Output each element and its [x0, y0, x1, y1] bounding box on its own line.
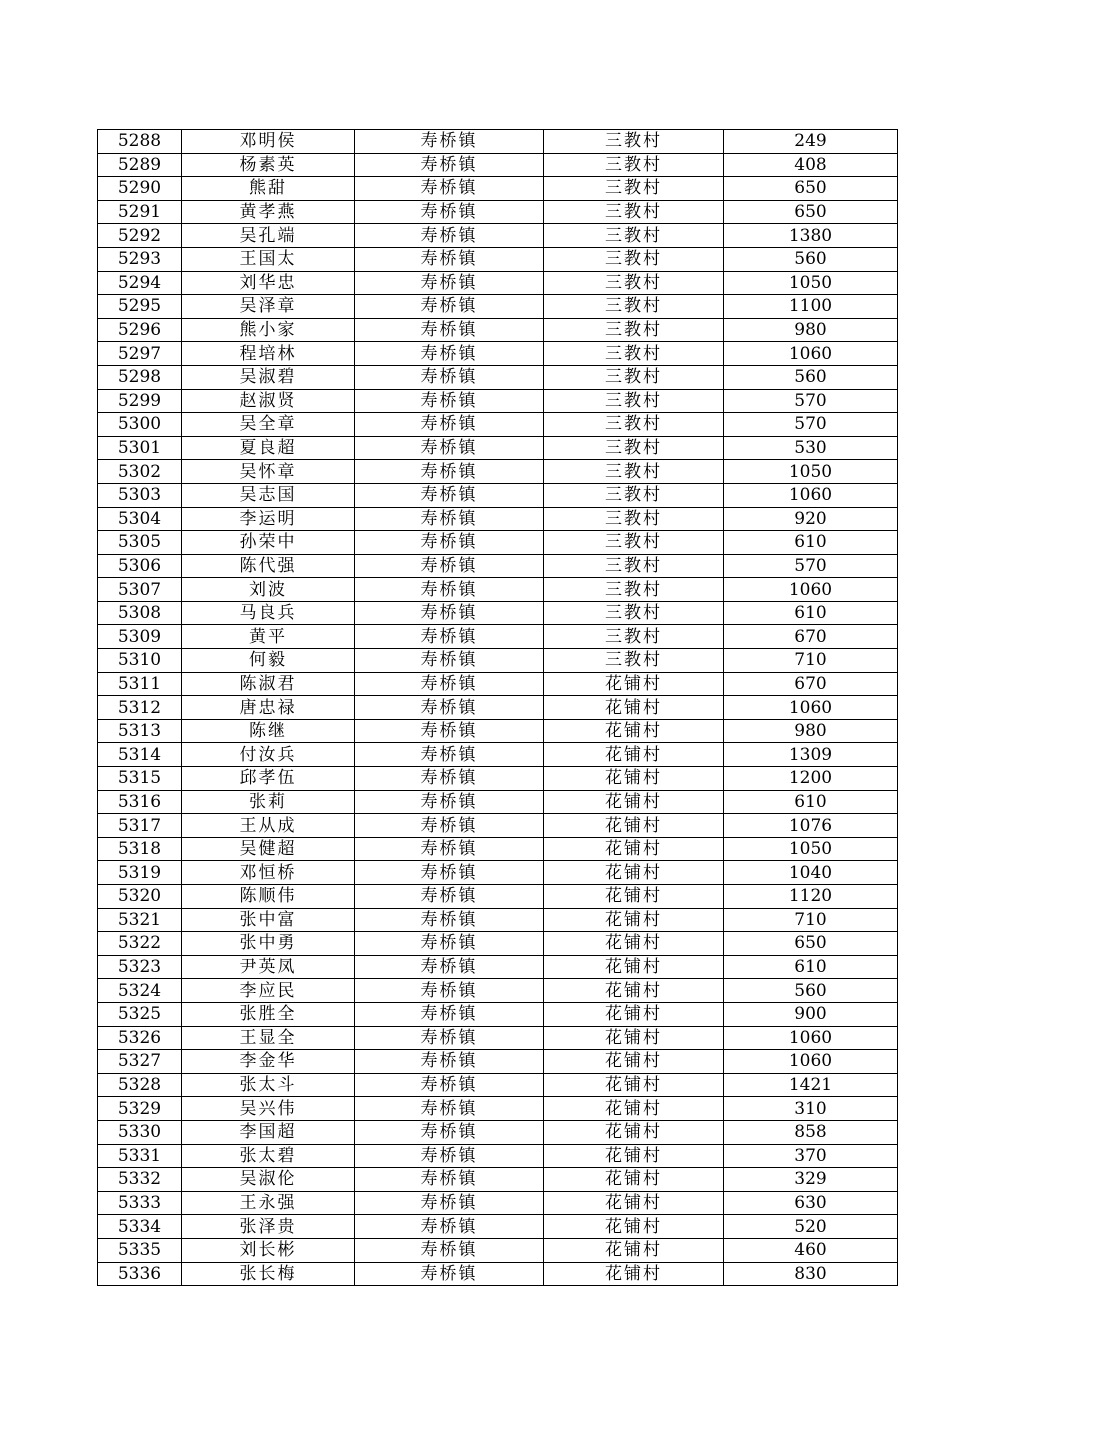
name-cell: 陈继 [182, 719, 355, 743]
table-row [98, 413, 898, 437]
village-cell: 花铺村 [544, 932, 724, 956]
table-row [98, 625, 898, 649]
amount-cell: 1309 [724, 743, 898, 767]
town-cell: 寿桥镇 [355, 413, 544, 437]
name-cell: 孙荣中 [182, 531, 355, 555]
amount-cell: 630 [724, 1191, 898, 1215]
row-number-cell: 5295 [98, 295, 182, 319]
amount-cell: 858 [724, 1120, 898, 1144]
village-cell: 三教村 [544, 649, 724, 673]
row-number-cell: 5299 [98, 389, 182, 413]
table-row [98, 1050, 898, 1074]
row-number-cell: 5311 [98, 672, 182, 696]
village-cell: 三教村 [544, 295, 724, 319]
amount-cell: 980 [724, 318, 898, 342]
name-cell: 刘华忠 [182, 271, 355, 295]
name-cell: 吴全章 [182, 413, 355, 437]
name-cell: 吴志国 [182, 483, 355, 507]
row-number-cell: 5308 [98, 601, 182, 625]
table-row [98, 1191, 898, 1215]
name-cell: 王从成 [182, 814, 355, 838]
village-cell: 三教村 [544, 413, 724, 437]
amount-cell: 710 [724, 649, 898, 673]
table-row [98, 672, 898, 696]
name-cell: 尹英凤 [182, 955, 355, 979]
row-number-cell: 5319 [98, 861, 182, 885]
village-cell: 三教村 [544, 436, 724, 460]
town-cell: 寿桥镇 [355, 1026, 544, 1050]
name-cell: 吴孔端 [182, 224, 355, 248]
name-cell: 张太斗 [182, 1073, 355, 1097]
table-row [98, 601, 898, 625]
row-number-cell: 5326 [98, 1026, 182, 1050]
village-cell: 花铺村 [544, 1097, 724, 1121]
table-row [98, 483, 898, 507]
village-cell: 三教村 [544, 318, 724, 342]
roster-table [97, 129, 898, 1286]
amount-cell: 1120 [724, 885, 898, 909]
row-number-cell: 5330 [98, 1120, 182, 1144]
village-cell: 花铺村 [544, 1050, 724, 1074]
village-cell: 三教村 [544, 153, 724, 177]
table-row [98, 743, 898, 767]
amount-cell: 1060 [724, 342, 898, 366]
village-cell: 三教村 [544, 460, 724, 484]
table-row [98, 767, 898, 791]
name-cell: 黄孝燕 [182, 200, 355, 224]
table-row [98, 342, 898, 366]
village-cell: 花铺村 [544, 672, 724, 696]
town-cell: 寿桥镇 [355, 295, 544, 319]
amount-cell: 610 [724, 601, 898, 625]
village-cell: 三教村 [544, 554, 724, 578]
village-cell: 花铺村 [544, 696, 724, 720]
town-cell: 寿桥镇 [355, 436, 544, 460]
roster-table-body [98, 130, 898, 1286]
amount-cell: 1421 [724, 1073, 898, 1097]
town-cell: 寿桥镇 [355, 1191, 544, 1215]
name-cell: 王国太 [182, 247, 355, 271]
table-row [98, 389, 898, 413]
amount-cell: 570 [724, 389, 898, 413]
name-cell: 吴淑伦 [182, 1168, 355, 1192]
amount-cell: 1200 [724, 767, 898, 791]
village-cell: 花铺村 [544, 1144, 724, 1168]
name-cell: 何毅 [182, 649, 355, 673]
name-cell: 陈淑君 [182, 672, 355, 696]
amount-cell: 1060 [724, 696, 898, 720]
village-cell: 三教村 [544, 578, 724, 602]
table-row [98, 955, 898, 979]
row-number-cell: 5312 [98, 696, 182, 720]
row-number-cell: 5289 [98, 153, 182, 177]
village-cell: 花铺村 [544, 955, 724, 979]
town-cell: 寿桥镇 [355, 790, 544, 814]
table-row [98, 1026, 898, 1050]
row-number-cell: 5296 [98, 318, 182, 342]
town-cell: 寿桥镇 [355, 507, 544, 531]
name-cell: 张中富 [182, 908, 355, 932]
row-number-cell: 5307 [98, 578, 182, 602]
name-cell: 邓恒桥 [182, 861, 355, 885]
name-cell: 张太碧 [182, 1144, 355, 1168]
name-cell: 张长梅 [182, 1262, 355, 1286]
name-cell: 陈代强 [182, 554, 355, 578]
table-row [98, 295, 898, 319]
town-cell: 寿桥镇 [355, 955, 544, 979]
village-cell: 花铺村 [544, 1026, 724, 1050]
town-cell: 寿桥镇 [355, 861, 544, 885]
amount-cell: 650 [724, 200, 898, 224]
table-row [98, 460, 898, 484]
table-row [98, 1215, 898, 1239]
amount-cell: 560 [724, 979, 898, 1003]
village-cell: 三教村 [544, 365, 724, 389]
town-cell: 寿桥镇 [355, 1097, 544, 1121]
amount-cell: 920 [724, 507, 898, 531]
amount-cell: 830 [724, 1262, 898, 1286]
amount-cell: 1076 [724, 814, 898, 838]
row-number-cell: 5335 [98, 1238, 182, 1262]
amount-cell: 520 [724, 1215, 898, 1239]
name-cell: 程培林 [182, 342, 355, 366]
row-number-cell: 5327 [98, 1050, 182, 1074]
village-cell: 花铺村 [544, 908, 724, 932]
table-row [98, 1120, 898, 1144]
village-cell: 三教村 [544, 224, 724, 248]
town-cell: 寿桥镇 [355, 271, 544, 295]
table-row [98, 578, 898, 602]
town-cell: 寿桥镇 [355, 908, 544, 932]
name-cell: 夏良超 [182, 436, 355, 460]
town-cell: 寿桥镇 [355, 318, 544, 342]
row-number-cell: 5309 [98, 625, 182, 649]
village-cell: 花铺村 [544, 1215, 724, 1239]
village-cell: 三教村 [544, 483, 724, 507]
row-number-cell: 5332 [98, 1168, 182, 1192]
name-cell: 唐忠禄 [182, 696, 355, 720]
village-cell: 花铺村 [544, 1073, 724, 1097]
village-cell: 三教村 [544, 625, 724, 649]
amount-cell: 650 [724, 177, 898, 201]
amount-cell: 670 [724, 672, 898, 696]
row-number-cell: 5333 [98, 1191, 182, 1215]
village-cell: 三教村 [544, 130, 724, 154]
row-number-cell: 5315 [98, 767, 182, 791]
town-cell: 寿桥镇 [355, 1050, 544, 1074]
table-row [98, 1144, 898, 1168]
village-cell: 花铺村 [544, 885, 724, 909]
amount-cell: 610 [724, 955, 898, 979]
town-cell: 寿桥镇 [355, 837, 544, 861]
table-row [98, 177, 898, 201]
name-cell: 吴健超 [182, 837, 355, 861]
name-cell: 刘波 [182, 578, 355, 602]
row-number-cell: 5294 [98, 271, 182, 295]
amount-cell: 408 [724, 153, 898, 177]
row-number-cell: 5318 [98, 837, 182, 861]
village-cell: 三教村 [544, 200, 724, 224]
town-cell: 寿桥镇 [355, 365, 544, 389]
amount-cell: 1060 [724, 1026, 898, 1050]
town-cell: 寿桥镇 [355, 1262, 544, 1286]
row-number-cell: 5300 [98, 413, 182, 437]
row-number-cell: 5331 [98, 1144, 182, 1168]
amount-cell: 1060 [724, 1050, 898, 1074]
name-cell: 李运明 [182, 507, 355, 531]
table-row [98, 649, 898, 673]
amount-cell: 560 [724, 247, 898, 271]
village-cell: 花铺村 [544, 1262, 724, 1286]
amount-cell: 1040 [724, 861, 898, 885]
name-cell: 吴泽章 [182, 295, 355, 319]
name-cell: 李金华 [182, 1050, 355, 1074]
village-cell: 花铺村 [544, 979, 724, 1003]
village-cell: 三教村 [544, 177, 724, 201]
amount-cell: 570 [724, 554, 898, 578]
village-cell: 花铺村 [544, 767, 724, 791]
amount-cell: 1100 [724, 295, 898, 319]
row-number-cell: 5310 [98, 649, 182, 673]
row-number-cell: 5329 [98, 1097, 182, 1121]
name-cell: 付汝兵 [182, 743, 355, 767]
table-row [98, 318, 898, 342]
row-number-cell: 5317 [98, 814, 182, 838]
village-cell: 三教村 [544, 342, 724, 366]
row-number-cell: 5290 [98, 177, 182, 201]
amount-cell: 900 [724, 1002, 898, 1026]
amount-cell: 980 [724, 719, 898, 743]
amount-cell: 310 [724, 1097, 898, 1121]
village-cell: 花铺村 [544, 1238, 724, 1262]
amount-cell: 1050 [724, 837, 898, 861]
name-cell: 赵淑贤 [182, 389, 355, 413]
name-cell: 王永强 [182, 1191, 355, 1215]
table-row [98, 1002, 898, 1026]
town-cell: 寿桥镇 [355, 979, 544, 1003]
town-cell: 寿桥镇 [355, 743, 544, 767]
table-row [98, 365, 898, 389]
town-cell: 寿桥镇 [355, 1120, 544, 1144]
amount-cell: 460 [724, 1238, 898, 1262]
town-cell: 寿桥镇 [355, 1002, 544, 1026]
table-row [98, 1168, 898, 1192]
town-cell: 寿桥镇 [355, 649, 544, 673]
amount-cell: 710 [724, 908, 898, 932]
row-number-cell: 5292 [98, 224, 182, 248]
name-cell: 邱孝伍 [182, 767, 355, 791]
row-number-cell: 5324 [98, 979, 182, 1003]
village-cell: 三教村 [544, 601, 724, 625]
table-row [98, 696, 898, 720]
amount-cell: 570 [724, 413, 898, 437]
village-cell: 花铺村 [544, 719, 724, 743]
name-cell: 吴淑碧 [182, 365, 355, 389]
row-number-cell: 5313 [98, 719, 182, 743]
table-row [98, 1097, 898, 1121]
amount-cell: 1060 [724, 483, 898, 507]
amount-cell: 1050 [724, 271, 898, 295]
name-cell: 张中勇 [182, 932, 355, 956]
row-number-cell: 5323 [98, 955, 182, 979]
table-row [98, 1073, 898, 1097]
row-number-cell: 5297 [98, 342, 182, 366]
amount-cell: 650 [724, 932, 898, 956]
town-cell: 寿桥镇 [355, 932, 544, 956]
village-cell: 花铺村 [544, 1002, 724, 1026]
town-cell: 寿桥镇 [355, 601, 544, 625]
town-cell: 寿桥镇 [355, 200, 544, 224]
amount-cell: 610 [724, 790, 898, 814]
row-number-cell: 5293 [98, 247, 182, 271]
name-cell: 马良兵 [182, 601, 355, 625]
row-number-cell: 5291 [98, 200, 182, 224]
village-cell: 三教村 [544, 271, 724, 295]
row-number-cell: 5302 [98, 460, 182, 484]
village-cell: 花铺村 [544, 861, 724, 885]
town-cell: 寿桥镇 [355, 578, 544, 602]
town-cell: 寿桥镇 [355, 389, 544, 413]
village-cell: 三教村 [544, 531, 724, 555]
table-row [98, 436, 898, 460]
table-row [98, 885, 898, 909]
town-cell: 寿桥镇 [355, 460, 544, 484]
name-cell: 李国超 [182, 1120, 355, 1144]
row-number-cell: 5320 [98, 885, 182, 909]
row-number-cell: 5305 [98, 531, 182, 555]
row-number-cell: 5288 [98, 130, 182, 154]
table-row [98, 932, 898, 956]
name-cell: 吴兴伟 [182, 1097, 355, 1121]
town-cell: 寿桥镇 [355, 153, 544, 177]
amount-cell: 329 [724, 1168, 898, 1192]
town-cell: 寿桥镇 [355, 224, 544, 248]
amount-cell: 610 [724, 531, 898, 555]
town-cell: 寿桥镇 [355, 177, 544, 201]
amount-cell: 1060 [724, 578, 898, 602]
village-cell: 花铺村 [544, 814, 724, 838]
name-cell: 李应民 [182, 979, 355, 1003]
village-cell: 花铺村 [544, 837, 724, 861]
name-cell: 张泽贵 [182, 1215, 355, 1239]
name-cell: 熊甜 [182, 177, 355, 201]
town-cell: 寿桥镇 [355, 1215, 544, 1239]
town-cell: 寿桥镇 [355, 483, 544, 507]
row-number-cell: 5322 [98, 932, 182, 956]
name-cell: 王显全 [182, 1026, 355, 1050]
row-number-cell: 5316 [98, 790, 182, 814]
row-number-cell: 5334 [98, 1215, 182, 1239]
town-cell: 寿桥镇 [355, 625, 544, 649]
town-cell: 寿桥镇 [355, 531, 544, 555]
town-cell: 寿桥镇 [355, 696, 544, 720]
table-row [98, 861, 898, 885]
amount-cell: 1380 [724, 224, 898, 248]
table-row [98, 271, 898, 295]
table-row [98, 790, 898, 814]
table-row [98, 837, 898, 861]
row-number-cell: 5298 [98, 365, 182, 389]
amount-cell: 530 [724, 436, 898, 460]
village-cell: 花铺村 [544, 790, 724, 814]
row-number-cell: 5304 [98, 507, 182, 531]
table-row [98, 247, 898, 271]
amount-cell: 670 [724, 625, 898, 649]
town-cell: 寿桥镇 [355, 342, 544, 366]
table-row [98, 1262, 898, 1286]
name-cell: 杨素英 [182, 153, 355, 177]
table-row [98, 507, 898, 531]
village-cell: 花铺村 [544, 743, 724, 767]
village-cell: 三教村 [544, 247, 724, 271]
name-cell: 邓明侯 [182, 130, 355, 154]
village-cell: 三教村 [544, 507, 724, 531]
name-cell: 刘长彬 [182, 1238, 355, 1262]
town-cell: 寿桥镇 [355, 719, 544, 743]
name-cell: 黄平 [182, 625, 355, 649]
row-number-cell: 5336 [98, 1262, 182, 1286]
town-cell: 寿桥镇 [355, 672, 544, 696]
amount-cell: 370 [724, 1144, 898, 1168]
village-cell: 花铺村 [544, 1120, 724, 1144]
village-cell: 三教村 [544, 389, 724, 413]
row-number-cell: 5306 [98, 554, 182, 578]
table-row [98, 200, 898, 224]
name-cell: 吴怀章 [182, 460, 355, 484]
row-number-cell: 5303 [98, 483, 182, 507]
town-cell: 寿桥镇 [355, 814, 544, 838]
row-number-cell: 5325 [98, 1002, 182, 1026]
name-cell: 熊小家 [182, 318, 355, 342]
table-row [98, 554, 898, 578]
table-row [98, 531, 898, 555]
table-row [98, 908, 898, 932]
table-row [98, 1238, 898, 1262]
table-row [98, 979, 898, 1003]
amount-cell: 249 [724, 130, 898, 154]
village-cell: 花铺村 [544, 1191, 724, 1215]
town-cell: 寿桥镇 [355, 885, 544, 909]
row-number-cell: 5301 [98, 436, 182, 460]
town-cell: 寿桥镇 [355, 1073, 544, 1097]
row-number-cell: 5321 [98, 908, 182, 932]
town-cell: 寿桥镇 [355, 767, 544, 791]
amount-cell: 1050 [724, 460, 898, 484]
town-cell: 寿桥镇 [355, 247, 544, 271]
town-cell: 寿桥镇 [355, 1144, 544, 1168]
name-cell: 陈顺伟 [182, 885, 355, 909]
table-row [98, 130, 898, 154]
name-cell: 张胜全 [182, 1002, 355, 1026]
town-cell: 寿桥镇 [355, 1238, 544, 1262]
town-cell: 寿桥镇 [355, 1168, 544, 1192]
table-row [98, 224, 898, 248]
name-cell: 张莉 [182, 790, 355, 814]
town-cell: 寿桥镇 [355, 130, 544, 154]
table-row [98, 814, 898, 838]
row-number-cell: 5328 [98, 1073, 182, 1097]
village-cell: 花铺村 [544, 1168, 724, 1192]
table-row [98, 153, 898, 177]
amount-cell: 560 [724, 365, 898, 389]
row-number-cell: 5314 [98, 743, 182, 767]
table-row [98, 719, 898, 743]
town-cell: 寿桥镇 [355, 554, 544, 578]
